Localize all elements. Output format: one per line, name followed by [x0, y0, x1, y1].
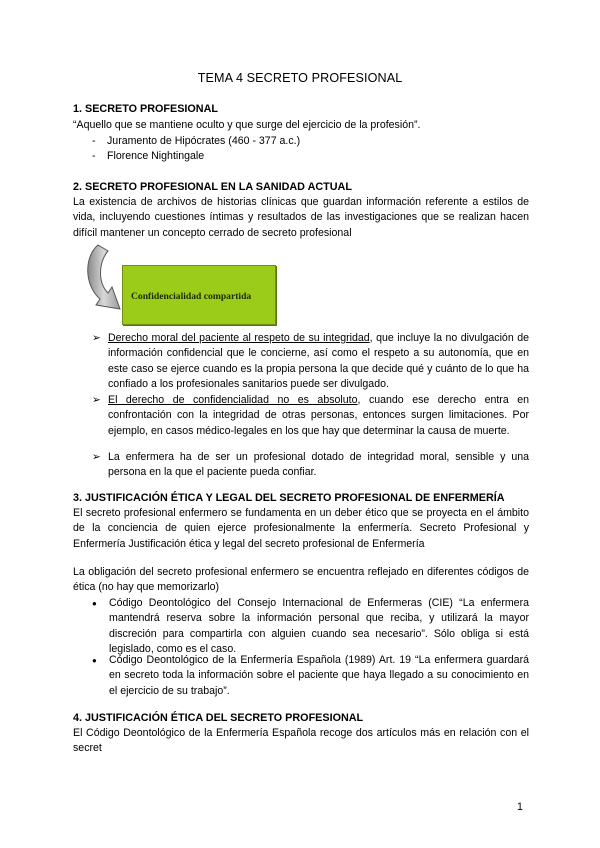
dash-marker: -: [92, 135, 96, 147]
curved-arrow-icon: [82, 243, 126, 325]
list-item-text: Florence Nightingale: [107, 150, 205, 162]
box-label: Confidencialidad compartida: [131, 291, 252, 302]
round-bullet-icon: ●: [92, 599, 97, 608]
underlined-text: El derecho de confidencialidad no es absoluto: [108, 394, 358, 406]
section-4-paragraph: El Código Deontológico de la Enfermería Española recoge dos artículos más en relación con el secret: [73, 727, 529, 755]
list-item: [92, 331, 529, 393]
section-3-paragraph-2: La obligación del secreto profesional enfermero se encuentra reflejado en diferentes códigos de ética (no hay que memorizarlo): [73, 566, 529, 594]
list-item: [92, 653, 529, 699]
item-text: La enfermera ha de ser un profesional dotado de integridad moral, sensible y una persona en la que el paciente pueda confiar.: [108, 451, 529, 479]
item-text: Código Deontológico de la Enfermería Española (1989) Art. 19 “La enfermera guardará en secreto toda la información sobre el paciente que haya llegado a su conocimiento en el ejercicio de su trabajo”.: [109, 654, 529, 697]
section-3-heading: 3. JUSTIFICACIÓN ÉTICA Y LEGAL DEL SECRETO PROFESIONAL DE ENFERMERÍA: [73, 492, 505, 504]
section-1-heading: 1. SECRETO PROFESIONAL: [73, 103, 218, 115]
item-text: , cuando ese derecho entra en confrontación con la integridad de otras personas, entonces surgen limitaciones. Por ejemplo, en casos médico-legales en los que hay que determinar la causa de muerte.: [108, 394, 529, 437]
section-3-paragraph-1: El secreto profesional enfermero se fundamenta en un deber ético que se proyecta en el ámbito de la conciencia de quien ejerce profesionalmente la enfermería. Secreto Profesional y Enfermería Justificación ética y legal del secreto profesional de Enfermería: [73, 507, 529, 550]
list-item: [92, 450, 529, 481]
list-item: [92, 596, 529, 658]
arrow-bullet-icon: ➢: [92, 394, 101, 406]
section-1-quote: “Aquello que se mantiene oculto y que surge del ejercicio de la profesión”.: [73, 119, 421, 131]
round-bullet-icon: ●: [92, 656, 97, 665]
dash-marker: -: [92, 150, 96, 162]
list-item: [92, 393, 529, 439]
document-title: TEMA 4 SECRETO PROFESIONAL: [197, 71, 403, 85]
list-item: [92, 149, 204, 164]
list-item: [92, 134, 300, 149]
item-text: , que incluye la no divulgación de información confidencial que le concierne, así como el respeto a su autonomía, que en este caso se ejerce cuando es la propia persona la que decide qué y cuánto de lo que ha confiado a los profesionales sanitarios puede ser divulgado.: [108, 332, 529, 391]
arrow-bullet-icon: ➢: [92, 332, 101, 344]
item-text: Código Deontológico del Consejo Internacional de Enfermeras (CIE) “La enfermera mantendrá reserva sobre la información personal que reciba, y utilizará la mayor discreción para compartirla con alguien cuando sea necesario”. Sólo obliga si está legislado, como es el caso.: [109, 597, 529, 656]
arrow-bullet-icon: ➢: [92, 451, 101, 463]
list-item-text: Juramento de Hipócrates (460 - 377 a.c.): [107, 135, 301, 147]
shared-confidentiality-box: [122, 265, 276, 325]
section-4-heading: 4. JUSTIFICACIÓN ÉTICA DEL SECRETO PROFESIONAL: [73, 712, 364, 724]
section-2-paragraph: La existencia de archivos de historias clínicas que guardan información referente a estilos de vida, incluyendo cuestiones íntimas y resultados de las investigaciones que se realizan hacen difícil mantener un concepto cerrado de secreto profesional: [73, 196, 529, 239]
page-number: 1: [517, 801, 523, 813]
underlined-text: Derecho moral del paciente al respeto de su integridad: [108, 332, 370, 344]
section-2-heading: 2. SECRETO PROFESIONAL EN LA SANIDAD ACTUAL: [73, 181, 352, 193]
